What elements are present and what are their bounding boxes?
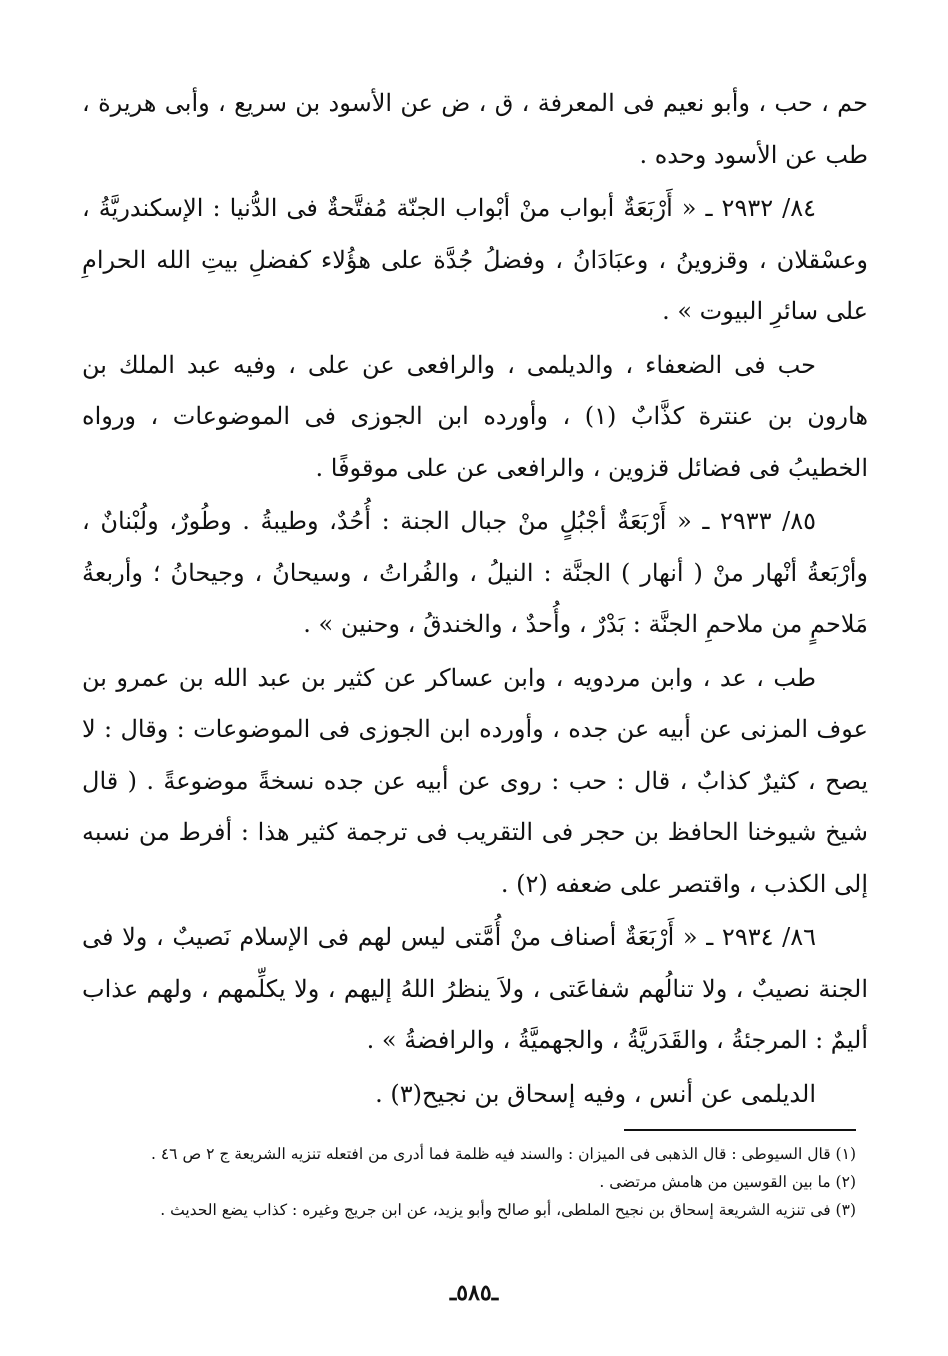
footnote-3: (٣) فى تنزيه الشريعة إسحاق بن نجيح الملطى، أبو صالح وأبو يزيد، عن ابن جريج وغيره : كذاب يضع الحديث . — [160, 1201, 856, 1219]
hadith-2934: ٨٦/ ٢٩٣٤ ـ « أَرْبَعَةٌ أصناف منْ أُمَّتى ليس لهم فى الإسلام نَصيبٌ ، ولا فى الجنة نصيبٌ ، ولا تنالُهم شفاعَتى ، ولاَ ينظرُ اللهُ إليهم ، ولا يكلِّمهم ، ولهم عذاب أليمٌ : المرجئةُ ، والقَدَريَّةُ ، والجهميَّةُ ، والرافضةُ » . — [82, 923, 868, 1054]
footnotes — [82, 1140, 856, 1224]
source-2933: طب ، عد ، وابن مردويه ، وابن عساكر عن كثير بن عبد الله بن عمرو بن عوف المزنى عن أبيه عن جده ، وأورده ابن الجوزى فى الموضوعات : وقال : لا يصح ، كثيرٌ كذابٌ ، قال : حب : روى عن أبيه عن جده نسخةً موضوعةً . ( قال شيخ شيوخنا الحافظ بن حجر فى التقريب فى ترجمة كثير هذا : أفرط من نسبه إلى الكذب ، واقتصر على ضعفه (٢) . — [82, 663, 868, 898]
footnote-1: (١) قال السيوطى : قال الذهبى فى الميزان : والسند فيه ظلمة فما أدرى من افتعله تنزيه الشريعة ج ٢ ص ٤٦ . — [151, 1145, 856, 1163]
paragraph-source-continuation: حم ، حب ، وأبو نعيم فى المعرفة ، ق ، ض عن الأسود بن سريع ، وأبى هريرة ، طب عن الأسود وحده . — [82, 89, 868, 169]
source-2932: حب فى الضعفاء ، والديلمى ، والرافعى عن على ، وفيه عبد الملك بن هارون بن عنترة كذَّابٌ (١) ، وأورده ابن الجوزى فى الموضوعات ، ورواه الخطيبُ فى فضائل قزوين ، والرافعى عن على موقوفًا . — [82, 350, 868, 482]
main-text — [82, 78, 868, 1120]
page-number: ـ٥٨٥ـ — [449, 1280, 499, 1306]
footnote-divider — [624, 1129, 856, 1131]
hadith-2932: ٨٤/ ٢٩٣٢ ـ « أَرْبَعَةٌ أبواب منْ أبْواب الجنّة مُفتَّحةٌ فى الدُّنيا : الإسكندريَّةُ ، وعسْقلان ، وقزوينُ ، وعبَادَانُ ، وفضلُ جُدَّة على هؤُلاء كفضلِ بيتِ الله الحرامِ على سائرِ البيوت » . — [82, 194, 868, 325]
footnote-2: (٢) ما بين القوسين من هامش مرتضى . — [599, 1173, 856, 1191]
source-2934: الديلمى عن أنس ، وفيه إسحاق بن نجيح(٣) . — [375, 1079, 816, 1108]
hadith-2933: ٨٥/ ٢٩٣٣ ـ « أَرْبَعَةٌ أجْبُلٍ منْ جبال الجنة : أُحُدٌ، وطيبةُ . وطُورٌ، ولُبْنانٌ ، وأرْبَعةُ أنْهار منْ ( أنهار ) الجنَّة : النيلُ ، والفُراتُ ، وسيحانُ ، وجيحانُ ؛ وأربعةُ مَلاحمٍ من ملاحمِ الجنَّة : بَدْرٌ ، وأُحدٌ ، والخندقُ ، وحنين » . — [82, 507, 868, 638]
